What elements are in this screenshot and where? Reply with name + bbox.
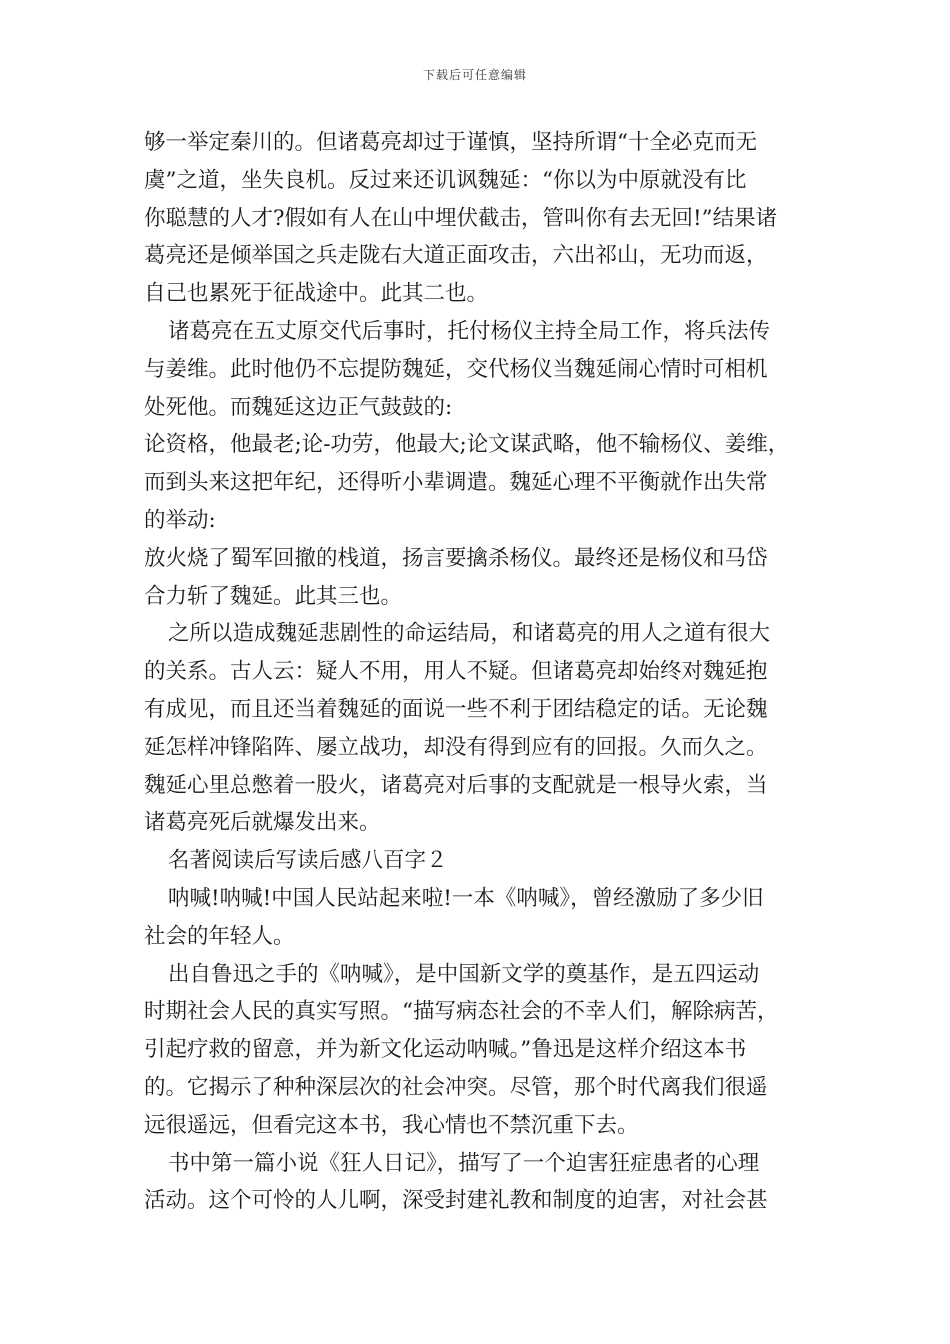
text-line: 诸葛亮死后就爆发出来。 (144, 810, 381, 836)
text-line: 魏延心里总憋着一股火，诸葛亮对后事的支配就是一根导火索，当 (144, 772, 768, 798)
document-body (144, 124, 810, 1220)
text-line: 有成见，而且还当着魏延的面说一些不利于团结稳定的话。无论魏 (144, 696, 768, 722)
text-line: 之所以造成魏延悲剧性的命运结局，和诸葛亮的用人之道有很大 (168, 621, 771, 647)
text-line: 而到头来这把年纪，还得听小辈调遣。魏延心理不平衡就作出失常 (144, 470, 768, 496)
text-line: 放火烧了蜀军回撤的栈道，扬言要擒杀杨仪。最终还是杨仪和马岱 (144, 545, 768, 571)
text-line: 呐喊!呐喊!中国人民站起来啦!一本《呐喊》，曾经激励了多少旧 (168, 885, 764, 911)
text-line: 出自鲁迅之手的《呐喊》，是中国新文学的奠基作，是五四运动 (168, 961, 760, 987)
text-line: 论资格，他最老;论-功劳，他最大;论文谋武略，他不输杨仪、姜维， (144, 432, 790, 458)
text-line: 的举动: (144, 507, 216, 533)
text-line: 时期社会人民的真实写照。“描写病态社会的不幸人们，解除病苦， (144, 999, 779, 1025)
text-line: 的关系。古人云：疑人不用，用人不疑。但诸葛亮却始终对魏延抱 (144, 659, 768, 685)
text-line: 自己也累死于征战途中。此其二也。 (144, 281, 489, 307)
text-line: 虞”之道，坐失良机。反过来还讥讽魏延：“你以为中原就没有比 (144, 167, 747, 193)
text-line: 书中第一篇小说《狂人日记》，描写了一个迫害狂症患者的心理 (168, 1150, 760, 1176)
text-line: 葛亮还是倾举国之兵走陇右大道正面攻击，六出祁山，无功而返， (144, 243, 768, 269)
text-line: 社会的年轻人。 (144, 923, 295, 949)
text-line: 远很遥远，但看完这本书，我心情也不禁沉重下去。 (144, 1112, 639, 1138)
text-line: 延怎样冲锋陷阵、屡立战功，却没有得到应有的回报。久而久之。 (144, 734, 768, 760)
text-line: 你聪慧的人才?假如有人在山中埋伏截击，管叫你有去无回!”结果诸 (144, 205, 778, 231)
text-line: 的。它揭示了种种深层次的社会冲突。尽管，那个时代离我们很遥 (144, 1074, 768, 1100)
text-line: 够一举定秦川的。但诸葛亮却过于谨慎，坚持所谓“十全必克而无 (144, 130, 757, 155)
text-line: 名著阅读后写读后感八百字２ (168, 848, 448, 874)
text-line: 处死他。而魏延这边正气鼓鼓的: (144, 394, 453, 420)
text-line: 引起疗救的留意，并为新文化运动呐喊。”鲁迅是这样介绍这本书 (144, 1037, 747, 1063)
page-header: 下载后可任意编辑 (422, 68, 527, 82)
text-line: 活动。这个可怜的人儿啊，深受封建礼教和制度的迫害，对社会甚 (144, 1188, 768, 1214)
text-line: 与姜维。此时他仍不忘提防魏延，交代杨仪当魏延闹心情时可相机 (144, 356, 768, 382)
text-line: 诸葛亮在五丈原交代后事时，托付杨仪主持全局工作，将兵法传 (168, 318, 771, 344)
text-line: 合力斩了魏延。此其三也。 (144, 583, 403, 609)
